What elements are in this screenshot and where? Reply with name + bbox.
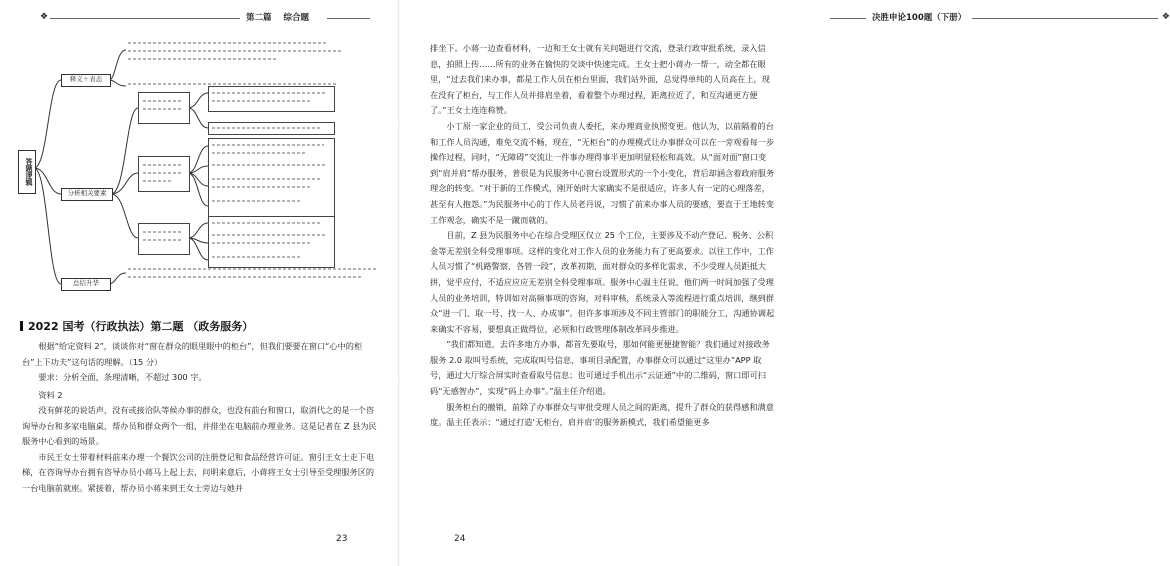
branch-summary: 总结升华	[61, 278, 111, 291]
paragraph: 没有鲜花的说话声，没有或接洽队等候办事的群众，也没有前台和窗口，取消代之的是一个咨询导办台和多家电脑桌，帮办员和群众两个一组，并排坐在电脑前办理业务。这是记者在 Z 县为民服务中心看到的场景。	[22, 405, 377, 446]
paragraph: 排坐下。小蒋一边查看材料，一边和王女士就有关问题进行交流，登录行政审批系统，录入信息，拍照上传……所有的业务在愉快的交谈中快速完成。王女士把小蒋办一帮一，动全都在眼里，“过去我们来办事，都是工作人员在柜台里面，我们站外面，总觉得单纯的人员高在上，现在没有了柜台，与工作人员并排肩坐着，看着整个办理过程，距离拉近了，和互沟通更方便了。”王女士连连称赞。	[430, 43, 770, 116]
mind-map-root: 答题逻辑	[18, 150, 36, 194]
page-number-left: 23	[336, 534, 348, 544]
mm-text-line	[143, 164, 183, 166]
running-header-right	[830, 10, 1170, 26]
header-part: 第二篇	[246, 13, 272, 23]
mm-text-line	[212, 242, 312, 244]
mm-text-line	[143, 239, 183, 241]
mm-text-line	[128, 268, 378, 270]
mm-text-line	[143, 231, 183, 233]
mm-text-line	[212, 144, 324, 146]
paragraph: 服务柜台的撤销，前除了办事群众与审批受理人员之间的距离，提升了群众的获得感和满意度。温主任表示：“通过打造‘无柜台，肩并肩’的服务新模式，我们希望能更多	[430, 401, 774, 428]
mm-text-line	[212, 200, 302, 202]
question-title-text: 2022 国考（行政执法）第二题 （政务服务）	[28, 320, 254, 333]
branch-interpret: 释义＋表态	[61, 74, 111, 87]
mm-leaf-node	[208, 86, 335, 112]
header-section	[240, 11, 327, 23]
header-ornament: ❖	[40, 12, 49, 22]
mm-text-line	[212, 127, 322, 129]
paragraph: “我们都知道，去许多地方办事，都首先要取号，那如何能更便捷智能？我们通过对接政务服务 2.0 取叫号系统，完成取叫号信息，事项目录配置，办事群众可以通过“这里办”APP 取号，通过大厅综合屏实时查看取号信息；也可通过手机出示“云证通”中的二维码，窗口即可扫码“无感智办”，实现“码上办事”。”温主任介绍道。	[430, 339, 770, 397]
mm-text-line	[212, 222, 322, 224]
mm-text-line	[128, 276, 363, 278]
mm-text-line	[212, 178, 322, 180]
header-ornament: ❖	[1161, 12, 1170, 22]
mm-text-line	[212, 100, 312, 102]
question-prompt: 根据“给定资料 2”，谈谈你对“窗在群众的眼里眼中的柜台”，但我们要要在窗口“心中的柜台”上下功夫”这句话的理解。（15 分）	[22, 341, 363, 367]
header-book-title: 决胜申论100题（下册）	[866, 11, 972, 23]
running-header-left	[40, 10, 370, 26]
header-section-name: 综合题	[283, 13, 310, 23]
mm-text-line	[143, 108, 183, 110]
body-text-right	[430, 41, 775, 431]
branch-analyze: 分析相关要素	[61, 188, 113, 201]
mm-text-line	[212, 186, 312, 188]
paragraph: 小丁原一家企业的员工，受公司负责人委托，来办理商业执照变更。他认为，以前隔着的台和工作人员沟通，难免交流不畅，现在，“无柜台”的办理模式让办事群众可以在一旁观看每一步操作过程，同时，“无障碍”交流让一件事办理得事半更加明显轻松和高效。从“面对面”窗口变到“肩并肩”帮办服务，普很是为民服务中心窗台设置形式的一个小变化，背后却涵含着政府服务理念的转变。“对于新的工作模式，刚开始时大家确实不是很适应，许多人有一定的心理落差，甚至有人抱怨。”为民服务中心的丁作人员老丹说，习惯了前来办事人员的要感，要直于王地转变工作观念，确实不是一蹴而就的。	[430, 120, 775, 225]
mm-text-line	[212, 234, 327, 236]
paragraph: 市民王女士带着材料前来办理一个餐饮公司的注册登记和食品经营许可证。窗引王女士走下电梯，在咨询导办台拥有咨导办员小蒋马上起上去，问明来意后，小蒋将王女士引导至受理服务区的一台电脑前就座。紧接着，帮办员小蒋来到王女士旁边与她并	[22, 451, 375, 493]
mm-text-line	[212, 164, 327, 166]
mm-sub-node	[138, 156, 190, 192]
mind-map	[8, 28, 388, 293]
question-requirement: 要求：分析全面，条理清晰，不超过 300 字。	[38, 372, 207, 382]
mm-text-line	[143, 180, 173, 182]
mm-text-line	[128, 42, 328, 44]
page-left	[0, 0, 400, 566]
mm-text-line	[128, 50, 343, 52]
mm-text-line	[128, 83, 338, 85]
mm-text-line	[143, 100, 183, 102]
material-label: 资料 2	[38, 389, 63, 400]
page-number-right: 24	[454, 534, 466, 544]
mm-text-line	[212, 256, 302, 258]
mm-text-line	[128, 58, 278, 60]
question-title	[20, 318, 253, 334]
mm-text-line	[143, 172, 183, 174]
title-bar	[20, 321, 23, 331]
mm-text-line	[212, 152, 307, 154]
paragraph: 目前，Z 县为民服务中心在综合受理区仅立 25 个工位，主要涉及不动产登记、税务、公积金等无差别全科受理事项。这样的变化对工作人员的业务能力有了更高要求。以往工作中，工作人员习惯了“机路警察，各管一段”，改革初期，面对群众的多样化需求，不少受理人员距抵大拼，觉乎应付，不适应应应无差别全科受理事项。服务中心温主任说，他们两一时间加强了受理人员的业务培训，特训如对高频事项的咨询，对料审核，系统录入等流程进行重点培训，继到群众“进一门、取一号、找一人、办成事”。但许多事项涉及不同主管部门的职能分工，沟通协调起来确实不容易，要想真正做得位，必须和行政管理体制改革同步推进。	[430, 230, 775, 334]
body-text-left	[22, 339, 378, 496]
mm-text-line	[212, 92, 327, 94]
